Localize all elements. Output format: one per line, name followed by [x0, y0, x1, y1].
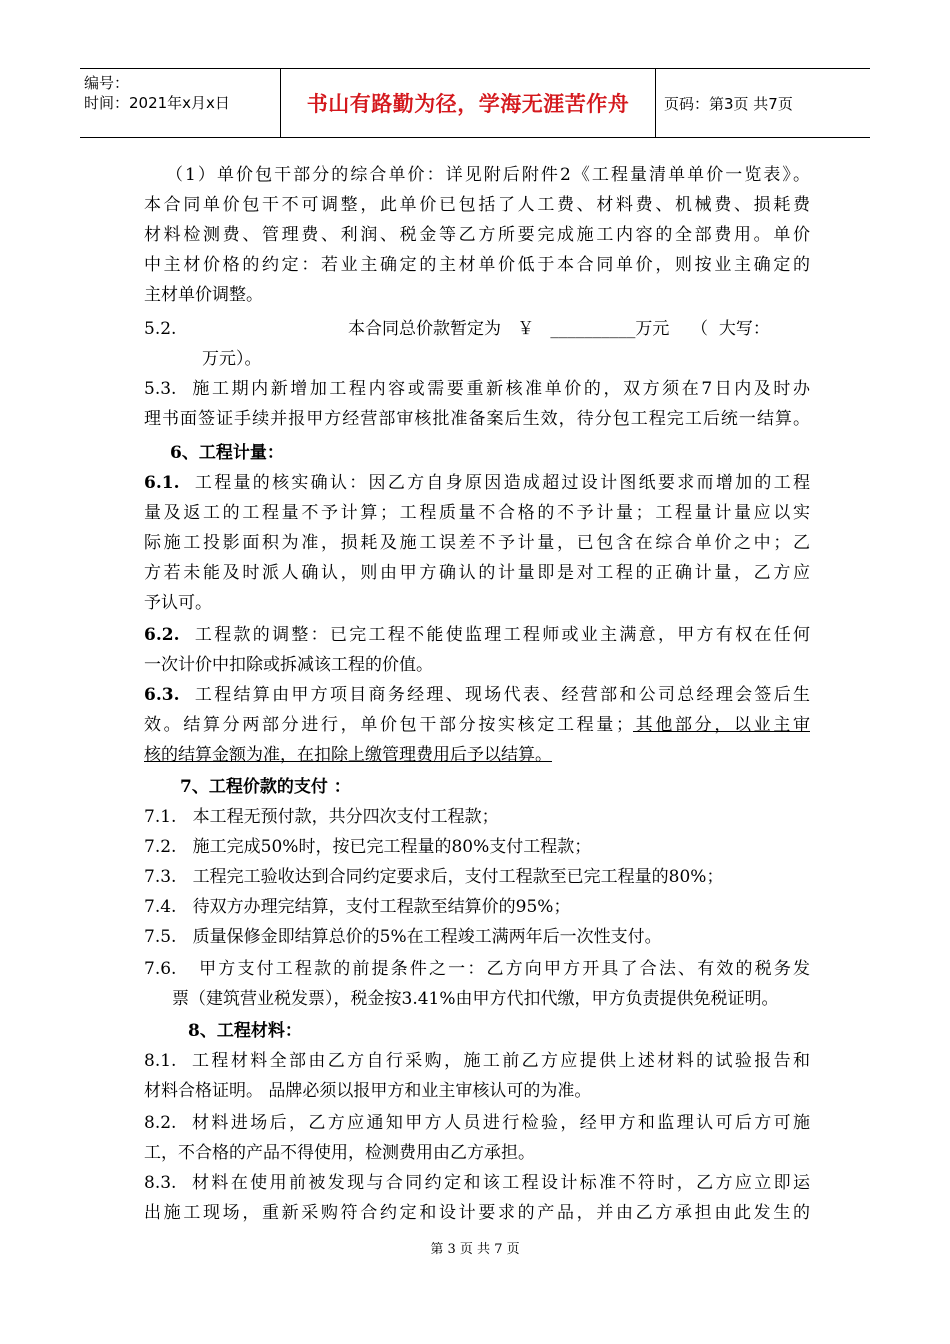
section-heading-6: 6、工程计量：: [170, 443, 284, 463]
header-left: [84, 73, 230, 113]
clause-number: 5.2.: [144, 319, 177, 339]
clause-8-2: 8.2. 材料进场后，乙方应通知甲方人员进行检验，经甲方和监理认可后方可施: [144, 1113, 811, 1133]
date-line: 时间：2021年x月x日: [84, 94, 230, 112]
paragraph-line: 票（建筑营业税发票），税金按3.41%由甲方代扣代缴，甲方负责提供免税证明。: [172, 989, 779, 1009]
clause-7-3: 7.3. 工程完工验收达到合同约定要求后，支付工程款至已完工程量的80%；: [144, 867, 724, 887]
clause-7-6: 7.6. 甲方支付工程款的前提条件之一：乙方向甲方开具了合法、有效的税务发: [144, 959, 810, 979]
paragraph-line: 出施工现场，重新采购符合约定和设计要求的产品，并由乙方承担由此发生的: [144, 1203, 810, 1223]
paragraph-line: 一次计价中扣除或拆减该工程的价值。: [144, 655, 433, 675]
clause-7-2: 7.2. 施工完成50%时，按已完工程量的80%支付工程款；: [144, 837, 592, 857]
section-heading-7: 7、工程价款的支付 ：: [180, 777, 351, 797]
paragraph-line: 效。结算分两部分进行，单价包干部分按实核定工程量；其他部分，以业主审: [144, 715, 810, 735]
paragraph-line: 理书面签证手续并报甲方经营部审核批准备案后生效，待分包工程完工后统一结算。: [144, 409, 810, 429]
serial-label: 编号：: [84, 74, 130, 92]
paragraph-line: （1）单价包干部分的综合单价：详见附后附件2《工程量清单单价一览表》。: [166, 165, 810, 185]
clause-8-3: 8.3. 材料在使用前被发现与合同约定和该工程设计标准不符时，乙方应立即运: [144, 1173, 811, 1193]
header-motto: 书山有路勤为径，学海无涯苦作舟: [280, 69, 656, 137]
paragraph-line-underlined: 核的结算金额为准，在扣除上缴管理费用后予以结算。: [144, 745, 552, 765]
clause-6-2: 6.2. 工程款的调整：已完工程不能使监理工程师或业主满意，甲方有权在任何: [144, 625, 811, 645]
clause-5-3: 5.3. 施工期内新增加工程内容或需要重新核准单价的，双方须在7日内及时办: [144, 379, 810, 399]
paragraph-line: 材料检测费、管理费、利润、税金等乙方所要完成施工内容的全部费用。单价: [144, 225, 810, 245]
paragraph-line: 工，不合格的产品不得使用，检测费用由乙方承担。: [144, 1143, 535, 1163]
header-page-info: 页码：第3页 共7页: [664, 95, 793, 113]
paragraph-line: 量及返工的工程量不予计算；工程质量不合格的不予计量；工程量计量应以实: [144, 503, 810, 523]
clause-8-1: 8.1. 工程材料全部由乙方自行采购，施工前乙方应提供上述材料的试验报告和: [144, 1051, 811, 1071]
paragraph-line: 予认可。: [144, 593, 212, 613]
section-heading-8: 8、工程材料：: [188, 1021, 302, 1041]
paragraph-line: 材料合格证明。 品牌必须以报甲方和业主审核认可的为准。: [144, 1081, 592, 1101]
clause-6-3: 6.3. 工程结算由甲方项目商务经理、现场代表、经营部和公司总经理会签后生: [144, 685, 811, 705]
clause-5-2: [144, 314, 770, 344]
clause-text: 本合同总价款暂定为 ￥ __________万元 （ 大写：: [348, 319, 770, 339]
page-header: [80, 68, 870, 138]
clause-7-5: 7.5. 质量保修金即结算总价的5%在工程竣工满两年后一次性支付。: [144, 927, 662, 947]
clause-6-1: 6.1. 工程量的核实确认：因乙方自身原因造成超过设计图纸要求而增加的工程: [144, 473, 811, 493]
paragraph-line: 万元）。: [202, 349, 262, 369]
paragraph-line: 主材单价调整。: [144, 285, 263, 305]
clause-7-1: 7.1. 本工程无预付款，共分四次支付工程款；: [144, 807, 499, 827]
paragraph-line: 本合同单价包干不可调整，此单价已包括了人工费、材料费、机械费、损耗费: [144, 195, 810, 215]
clause-7-4: 7.4. 待双方办理完结算，支付工程款至结算价的95%；: [144, 897, 571, 917]
page-footer: 第 3 页 共 7 页: [430, 1242, 520, 1257]
paragraph-line: 中主材价格的约定：若业主确定的主材单价低于本合同单价，则按业主确定的: [144, 255, 810, 275]
paragraph-line: 际施工投影面积为准，损耗及施工误差不予计量，已包含在综合单价之中；乙: [144, 533, 810, 553]
paragraph-line: 方若未能及时派人确认，则由甲方确认的计量即是对工程的正确计量，乙方应: [144, 563, 810, 583]
